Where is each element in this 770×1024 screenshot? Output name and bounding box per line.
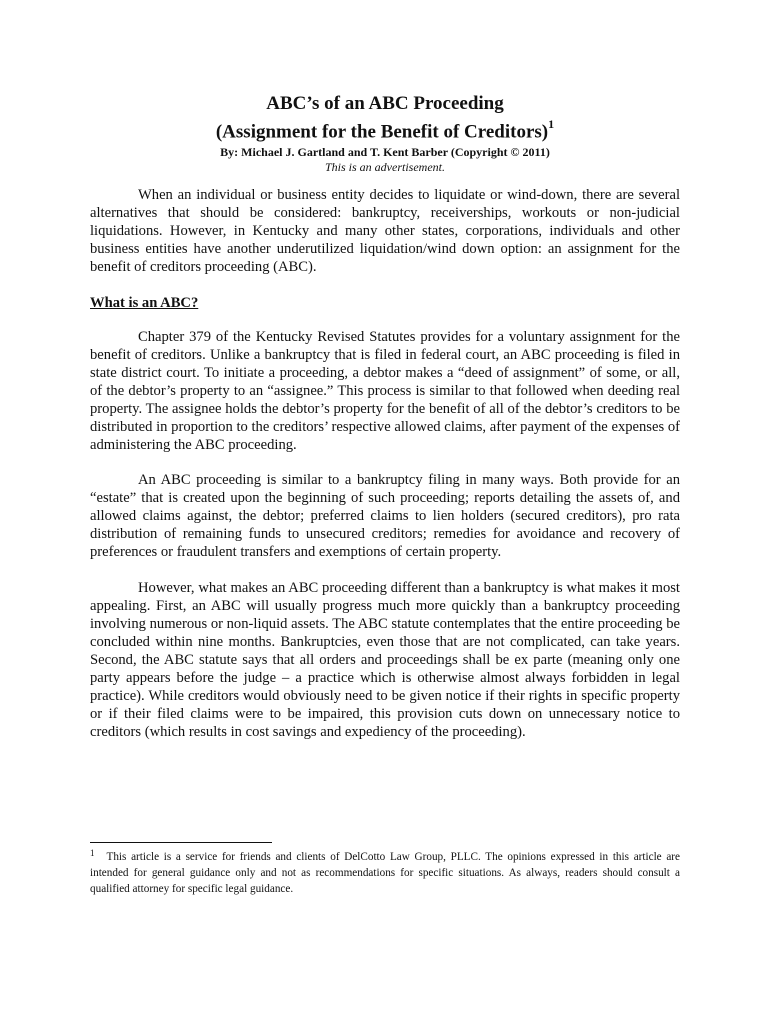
title-line-2: (Assignment for the Benefit of Creditors) xyxy=(215,121,549,143)
title-line-1: ABC’s of an ABC Proceeding xyxy=(266,93,504,114)
advertisement-notice: This is an advertisement. xyxy=(325,160,445,175)
footnote xyxy=(90,849,680,897)
paragraph-different: However, what makes an ABC proceeding different than a bankruptcy is what makes it most appealing. First, an ABC will usually progress much more quickly than a bankruptcy proceeding involving numerous or non-liquid assets. The ABC statute contemplates that the entire proceeding be concluded within nine months. Bankruptcies, even those that are not complicated, can take years. Second, the ABC statute says that all orders and proceedings shall be ex parte (meaning only one party appears before the judge – a practice which is otherwise almost always forbidden in legal practice). While creditors would obviously need to be given notice if their rights in specific property or if their filed claims were to be impaired, this provision cuts down on unnecessary notice to creditors (which results in cost savings and expediency of the proceeding). xyxy=(90,580,680,740)
byline: By: Michael J. Gartland and T. Kent Barber (Copyright © 2011) xyxy=(220,145,550,160)
paragraph-similar: An ABC proceeding is similar to a bankruptcy filing in many ways. Both provide for an “estate” that is created upon the beginning of such proceeding; reports detailing the assets of, and allowed claims against, the debtor; preferred claims to lien holders (secured creditors), pro rata distribution of remaining funds to unsecured creditors; remedies for avoidance and recovery of preferences or fraudulent transfers and exemptions of certain property. xyxy=(90,472,680,560)
footnote-mark: 1 xyxy=(90,848,95,858)
paragraph-intro: When an individual or business entity decides to liquidate or wind-down, there are several alternatives that should be considered: bankruptcy, receiverships, workouts or non-judicial liquidations. However, in Kentucky and many other states, corporations, individuals and other business entities have another underutilized liquidation/wind down option: an assignment for the benefit of creditors proceeding (ABC). xyxy=(90,187,680,275)
footnote-text: This article is a service for friends and clients of DelCotto Law Group, PLLC. The opinions expressed in this article are intended for general guidance only and not as recommendations for specific situations. As always, readers should consult a qualified attorney for specific legal guidance. xyxy=(90,851,680,895)
title-footnote-ref: 1 xyxy=(548,117,555,131)
section-heading-what-is-abc: What is an ABC? xyxy=(90,295,199,311)
footnote-divider xyxy=(90,842,272,843)
document-subtitle xyxy=(90,115,680,143)
title-block xyxy=(90,92,680,175)
paragraph-chapter-379: Chapter 379 of the Kentucky Revised Statutes provides for a voluntary assignment for the benefit of creditors. Unlike a bankruptcy that is filed in federal court, an ABC proceeding is filed in state district court. To initiate a proceeding, a debtor makes a “deed of assignment” of some, or all, of the debtor’s property to an “assignee.” This process is similar to that followed when deeding real property. The assignee holds the debtor’s property for the benefit of all of the debtor’s creditors to be distributed in proportion to the creditors’ respective allowed claims, after payment of the expenses of administering the ABC proceeding. xyxy=(90,329,680,453)
document-title xyxy=(90,92,680,115)
